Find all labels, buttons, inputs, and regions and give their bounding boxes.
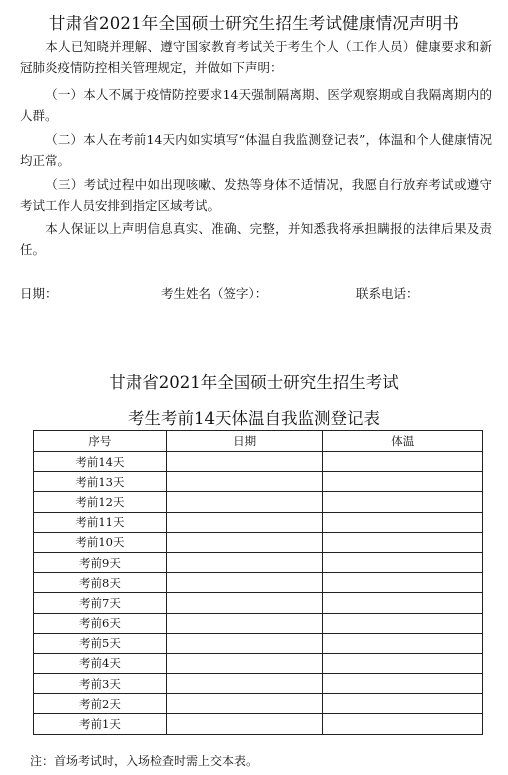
row-label: 考前14天 <box>34 452 167 472</box>
log-title-line1: 甘肃省2021年全国硕士研究生招生考试 <box>109 373 399 392</box>
date-cell[interactable] <box>166 613 323 633</box>
table-row <box>34 613 483 633</box>
declaration-paragraph <box>20 85 492 126</box>
table-header-row <box>34 431 483 452</box>
row-label: 考前10天 <box>34 532 167 552</box>
temperature-cell[interactable] <box>323 613 483 633</box>
temperature-cell[interactable] <box>323 472 483 492</box>
date-cell[interactable] <box>166 653 323 673</box>
table-row <box>34 532 483 552</box>
row-label: 考前13天 <box>34 472 167 492</box>
row-label: 考前11天 <box>34 512 167 532</box>
date-cell[interactable] <box>166 633 323 653</box>
temperature-cell[interactable] <box>323 452 483 472</box>
table-row <box>34 472 483 492</box>
temperature-cell[interactable] <box>323 492 483 512</box>
temperature-cell[interactable] <box>323 653 483 673</box>
temperature-cell[interactable] <box>323 593 483 613</box>
table-row <box>34 633 483 653</box>
table-row <box>34 452 483 472</box>
header-date: 日期 <box>166 431 323 452</box>
row-label: 考前8天 <box>34 573 167 593</box>
date-cell[interactable] <box>166 674 323 694</box>
table-row <box>34 714 483 734</box>
row-label: 考前6天 <box>34 613 167 633</box>
declaration-paragraph <box>20 219 492 260</box>
table-row <box>34 694 483 714</box>
row-label: 考前4天 <box>34 653 167 673</box>
temperature-cell[interactable] <box>323 532 483 552</box>
phone-label: 联系电话： <box>356 286 419 301</box>
paragraph-text: 本人保证以上声明信息真实、准确、完整，并知悉我将承担瞒报的法律后果及责任。 <box>20 221 492 257</box>
paragraph-text: 本人已知晓并理解、遵守国家教育考试关于考生个人（工作人员）健康要求和新冠肺炎疫情防控相关管理规定，并做如下声明： <box>20 39 492 75</box>
temperature-log-table <box>33 430 483 735</box>
declaration-paragraph <box>20 37 492 78</box>
declaration-paragraph <box>20 130 492 171</box>
table-body <box>34 452 483 735</box>
date-cell[interactable] <box>166 552 323 572</box>
date-cell[interactable] <box>166 492 323 512</box>
table-row <box>34 674 483 694</box>
header-seq: 序号 <box>34 431 167 452</box>
footnote: 注：首场考试时，入场检查时需上交本表。 <box>30 754 259 768</box>
date-cell[interactable] <box>166 512 323 532</box>
row-label: 考前3天 <box>34 674 167 694</box>
date-cell[interactable] <box>166 472 323 492</box>
temperature-cell[interactable] <box>323 552 483 572</box>
header-temperature: 体温 <box>323 431 483 452</box>
date-cell[interactable] <box>166 694 323 714</box>
date-cell[interactable] <box>166 593 323 613</box>
date-cell[interactable] <box>166 573 323 593</box>
table-row <box>34 512 483 532</box>
row-label: 考前7天 <box>34 593 167 613</box>
date-cell[interactable] <box>166 452 323 472</box>
row-label: 考前5天 <box>34 633 167 653</box>
paragraph-text: （三）考试过程中如出现咳嗽、发热等身体不适情况，我愿自行放弃考试或遵守考试工作人员安排到指定区域考试。 <box>20 177 492 213</box>
table-row <box>34 653 483 673</box>
signature-label: 考生姓名（签字）： <box>161 286 268 301</box>
date-cell[interactable] <box>166 532 323 552</box>
temperature-cell[interactable] <box>323 573 483 593</box>
temperature-cell[interactable] <box>323 694 483 714</box>
table-row <box>34 593 483 613</box>
row-label: 考前12天 <box>34 492 167 512</box>
table-row <box>34 552 483 572</box>
paragraph-text: （一）本人不属于疫情防控要求14天强制隔离期、医学观察期或自我隔离期内的人群。 <box>20 87 492 123</box>
row-label: 考前1天 <box>34 714 167 734</box>
log-title-line2: 考生考前14天体温自我监测登记表 <box>128 409 380 428</box>
paragraph-text: （二）本人在考前14天内如实填写“体温自我监测登记表”，体温和个人健康情况均正常。 <box>20 132 492 168</box>
temperature-cell[interactable] <box>323 633 483 653</box>
table-row <box>34 573 483 593</box>
temperature-cell[interactable] <box>323 714 483 734</box>
date-cell[interactable] <box>166 714 323 734</box>
table-row <box>34 492 483 512</box>
date-label: 日期： <box>20 286 58 301</box>
row-label: 考前9天 <box>34 552 167 572</box>
declaration-paragraph <box>20 175 492 216</box>
row-label: 考前2天 <box>34 694 167 714</box>
temperature-cell[interactable] <box>323 674 483 694</box>
temperature-cell[interactable] <box>323 512 483 532</box>
declaration-title: 甘肃省2021年全国硕士研究生招生考试健康情况声明书 <box>48 14 460 33</box>
